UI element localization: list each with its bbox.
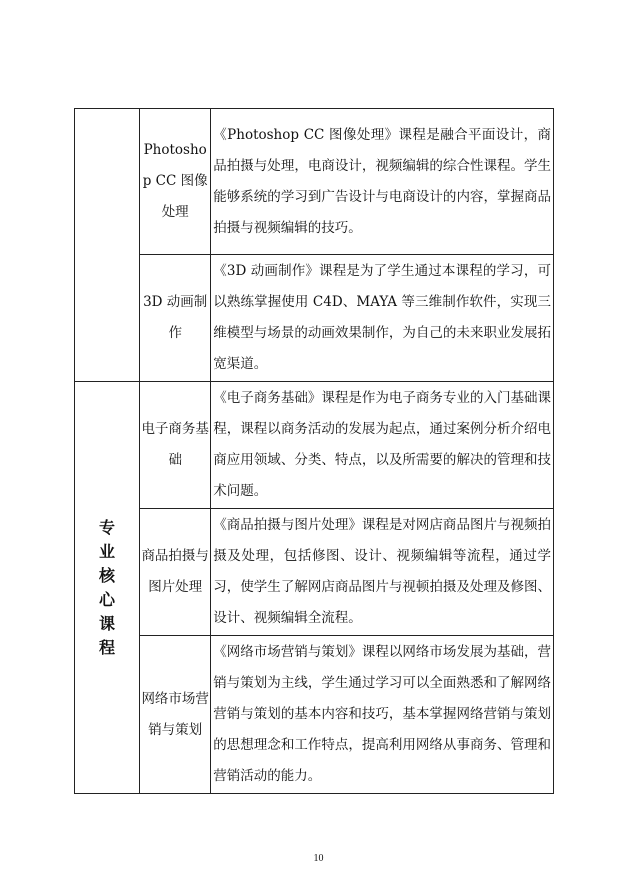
page-number: 10 xyxy=(313,853,324,864)
table-row xyxy=(75,382,554,509)
course-description: 《电子商务基础》课程是作为电子商务专业的入门基础课程，课程以商务活动的发展为起点，通过案例分析介绍电商应用领域、分类、特点，以及所需要的解决的管理和技术问题。 xyxy=(213,390,551,499)
course-name-cell xyxy=(140,382,211,509)
category-cell xyxy=(75,382,140,794)
table-row xyxy=(75,636,554,794)
course-name: 3D 动画制作 xyxy=(143,294,208,341)
course-name: 电子商务基础 xyxy=(141,421,209,468)
table-row xyxy=(75,509,554,636)
course-description-cell xyxy=(211,255,554,382)
course-name-cell xyxy=(140,255,211,382)
course-name-cell xyxy=(140,109,211,255)
course-description-cell xyxy=(211,509,554,636)
course-table xyxy=(74,108,554,794)
course-name-cell xyxy=(140,509,211,636)
category-cell-empty xyxy=(75,109,140,382)
course-description-cell xyxy=(211,636,554,794)
course-name: 网络市场营销与策划 xyxy=(141,690,209,738)
category-label: 专业核心课程 xyxy=(99,517,116,657)
course-name-cell xyxy=(140,636,211,794)
course-name: Photoshop CC 图像处理 xyxy=(142,142,208,220)
course-description-cell xyxy=(211,382,554,509)
course-description: 《3D 动画制作》课程是为了学生通过本课程的学习，可以熟练掌握使用 C4D、MAYA 等三维制作软件，实现三维模型与场景的动画效果制作，为自己的未来职业发展拓宽渠道。 xyxy=(213,263,551,372)
course-name: 商品拍摄与图片处理 xyxy=(141,548,209,595)
course-description: 《Photoshop CC 图像处理》课程是融合平面设计，商品拍摄与处理，电商设计，视频编辑的综合性课程。学生能够系统的学习到广告设计与电商设计的内容，掌握商品拍摄与视频编辑的技巧。 xyxy=(213,126,551,236)
table-row xyxy=(75,255,554,382)
course-description-cell xyxy=(211,109,554,255)
table-row xyxy=(75,109,554,255)
course-description: 《网络市场营销与策划》课程以网络市场发展为基础，营销与策划为主线，学生通过学习可以全面熟悉和了解网络营销与策划的基本内容和技巧，基本掌握网络营销与策划的思想理念和工作特点，提高利用网络从事商务、管理和营销活动的能力。 xyxy=(213,644,551,784)
course-description: 《商品拍摄与图片处理》课程是对网店商品图片与视频拍摄及处理，包括修图、设计、视频编辑等流程，通过学习，使学生了解网店商品图片与视顿拍摄及处理及修图、设计、视频编辑全流程。 xyxy=(213,517,551,626)
